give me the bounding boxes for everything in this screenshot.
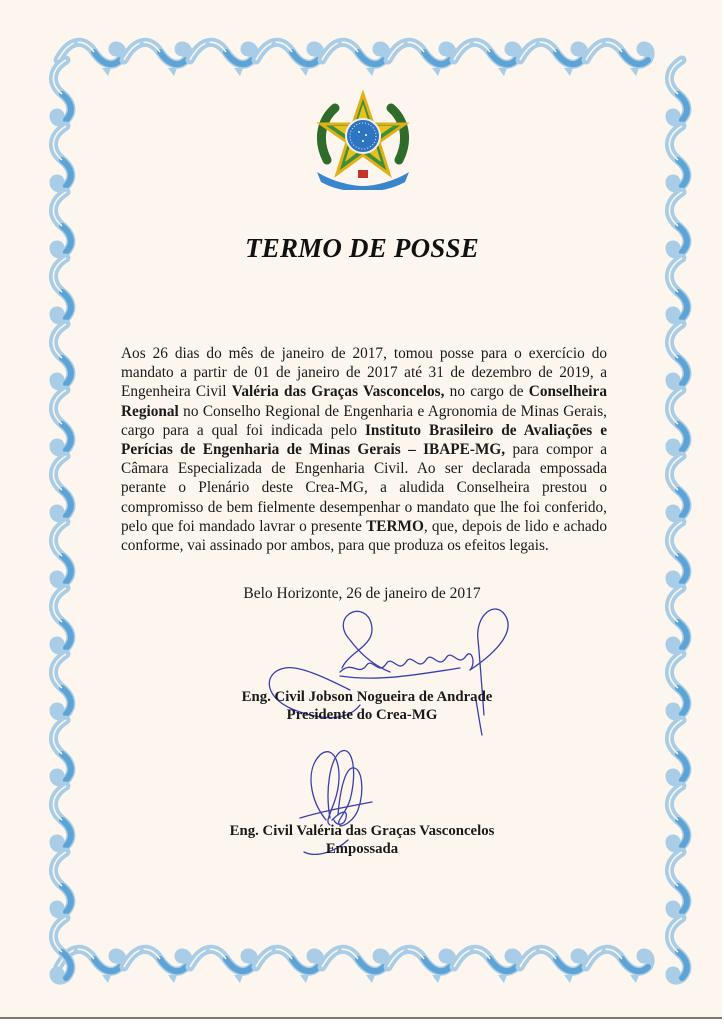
nominating-institution: Instituto Brasileiro de Avaliações e Perícias de Engenharia de Minas Gerais – IBAPE-MG, — [121, 421, 607, 459]
signatory-role: Presidente do Crea-MG — [286, 707, 438, 723]
paragraph-text: Aos 26 dias do mês de janeiro de 2017, tomou posse para o exercício do mandato a partir de 01 de janeiro de 2017 até 31 de dezembro de 2019, a Engenheira Civil — [121, 345, 607, 401]
brazil-coat-of-arms-icon — [313, 90, 413, 190]
document-title: TERMO DE POSSE — [245, 233, 479, 263]
termo-keyword: TERMO — [366, 517, 424, 535]
signatory-appointee — [0, 822, 724, 858]
oath-paragraph — [121, 344, 607, 555]
paragraph-text: no cargo de — [444, 383, 529, 401]
paragraph-text: no Conselho Regional de Engenharia e Agronomia de Minas Gerais, cargo para a qual foi indicada pelo — [121, 402, 607, 439]
paragraph-text: para compor a Câmara Especializada de Engenharia Civil. Ao ser declarada empossada perante o Plenário deste Crea-MG, a aludida Conselheira prestou o compromisso de bem fielmente desempenhar o mandato que lhe foi conferido, pelo que foi mandado lavrar o presente — [121, 441, 607, 535]
place-and-date: Belo Horizonte, 26 de janeiro de 2017 — [243, 585, 481, 602]
appointee-name: Valéria das Graças Vasconcelos, — [231, 383, 445, 401]
signatory-role: Empossada — [325, 841, 399, 857]
position-title: Conselheira Regional — [121, 383, 607, 420]
signatory-name: Eng. Civil Jobson Nogueira de Andrade — [241, 689, 493, 705]
signatory-name: Eng. Civil Valéria das Graças Vasconcelos — [229, 823, 495, 839]
paragraph-text: , que, depois de lido e achado conforme, vai assinado por ambos, para que produza os efeitos legais. — [121, 517, 607, 555]
signatory-president — [0, 688, 724, 724]
